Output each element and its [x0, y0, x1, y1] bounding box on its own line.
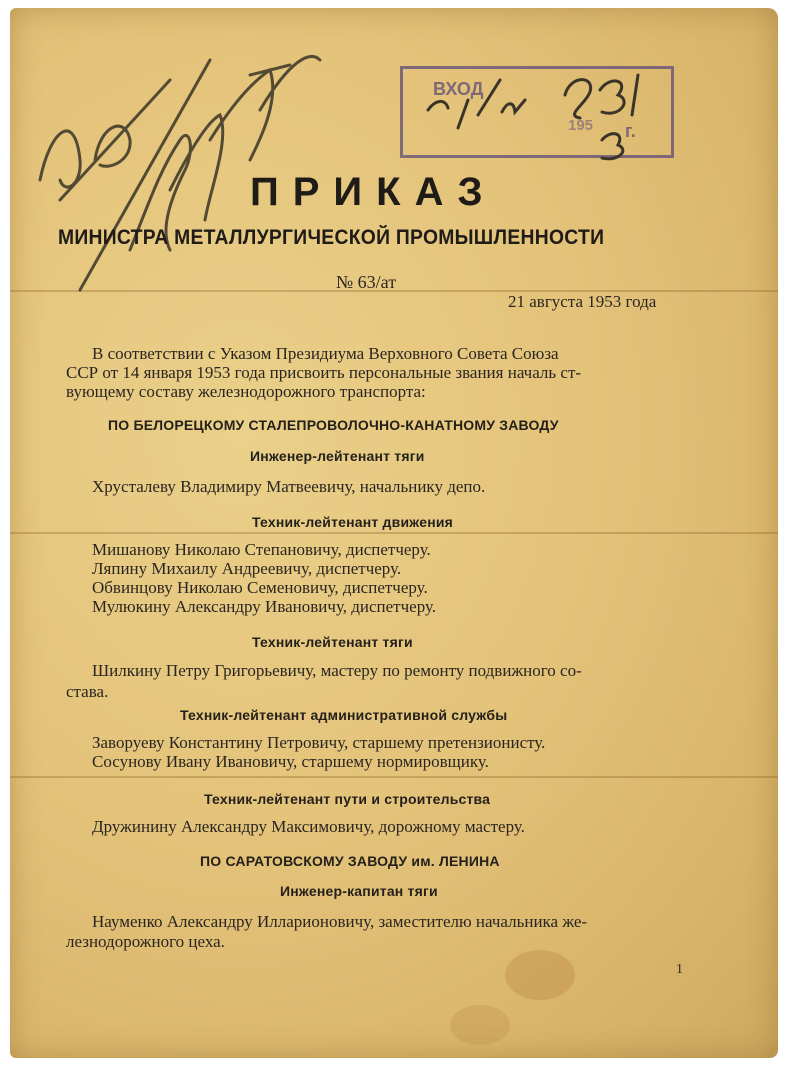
- person-line: Заворуеву Константину Петровичу, старшему претензионисту.: [92, 733, 546, 752]
- fold-line-lower: [10, 776, 778, 778]
- paper-stain: [450, 1005, 510, 1045]
- person-line: Мулюкину Александру Ивановичу, диспетчеру.: [92, 597, 437, 616]
- document-subtitle: МИНИСТРА МЕТАЛЛУРГИЧЕСКОЙ ПРОМЫШЛЕННОСТИ: [58, 226, 605, 249]
- rank-heading: Техник-лейтенант пути и строительства: [204, 791, 491, 807]
- document-title: ПРИКАЗ: [250, 170, 497, 214]
- intro-line: ССР от 14 января 1953 года присвоить персональные звания началь ст-: [66, 363, 582, 382]
- stamp-label: ВХОД: [433, 79, 484, 99]
- order-number: № 63/ат: [336, 272, 397, 292]
- person-line: става.: [66, 682, 109, 701]
- person-line: Хрусталеву Владимиру Матвеевичу, начальнику депо.: [92, 477, 486, 496]
- registration-stamp: [400, 66, 674, 158]
- rank-heading: Инженер-капитан тяги: [280, 883, 438, 899]
- person-line: Сосунову Ивану Ивановичу, старшему нормировщику.: [92, 752, 489, 771]
- intro-line: В соответствии с Указом Президиума Верховного Совета Союза: [92, 344, 559, 363]
- person-line: Обвинцову Николаю Семеновичу, диспетчеру.: [92, 578, 428, 597]
- rank-heading: Техник-лейтенант движения: [252, 514, 454, 530]
- order-date: 21 августа 1953 года: [508, 292, 657, 311]
- rank-heading: Инженер-лейтенант тяги: [250, 448, 425, 464]
- plant-heading: ПО БЕЛОРЕЦКОМУ СТАЛЕПРОВОЛОЧНО-КАНАТНОМУ ЗАВОДУ: [108, 417, 559, 433]
- person-line: Ляпину Михаилу Андреевичу, диспетчеру.: [92, 559, 402, 578]
- stamp-year-printed: 195: [568, 117, 594, 134]
- page-number: 1: [676, 962, 683, 977]
- rank-heading: Техник-лейтенант тяги: [252, 634, 413, 650]
- fold-line-middle: [10, 532, 778, 534]
- plant-heading: ПО САРАТОВСКОМУ ЗАВОДУ им. ЛЕНИНА: [200, 853, 500, 869]
- rank-heading: Техник-лейтенант административной службы: [180, 707, 508, 723]
- person-line: Науменко Александру Илларионовичу, заместителю начальника же-: [92, 912, 588, 931]
- paper-stain: [505, 950, 575, 1000]
- person-line: Дружинину Александру Максимовичу, дорожному мастеру.: [92, 817, 525, 836]
- person-line: Шилкину Петру Григорьевичу, мастеру по ремонту подвижного со-: [92, 661, 582, 680]
- intro-line: вующему составу железнодорожного транспорта:: [66, 382, 426, 401]
- stamp-year-suffix: г.: [625, 121, 636, 141]
- person-line: Мишанову Николаю Степановичу, диспетчеру.: [92, 540, 431, 559]
- person-line: лезнодорожного цеха.: [66, 932, 225, 951]
